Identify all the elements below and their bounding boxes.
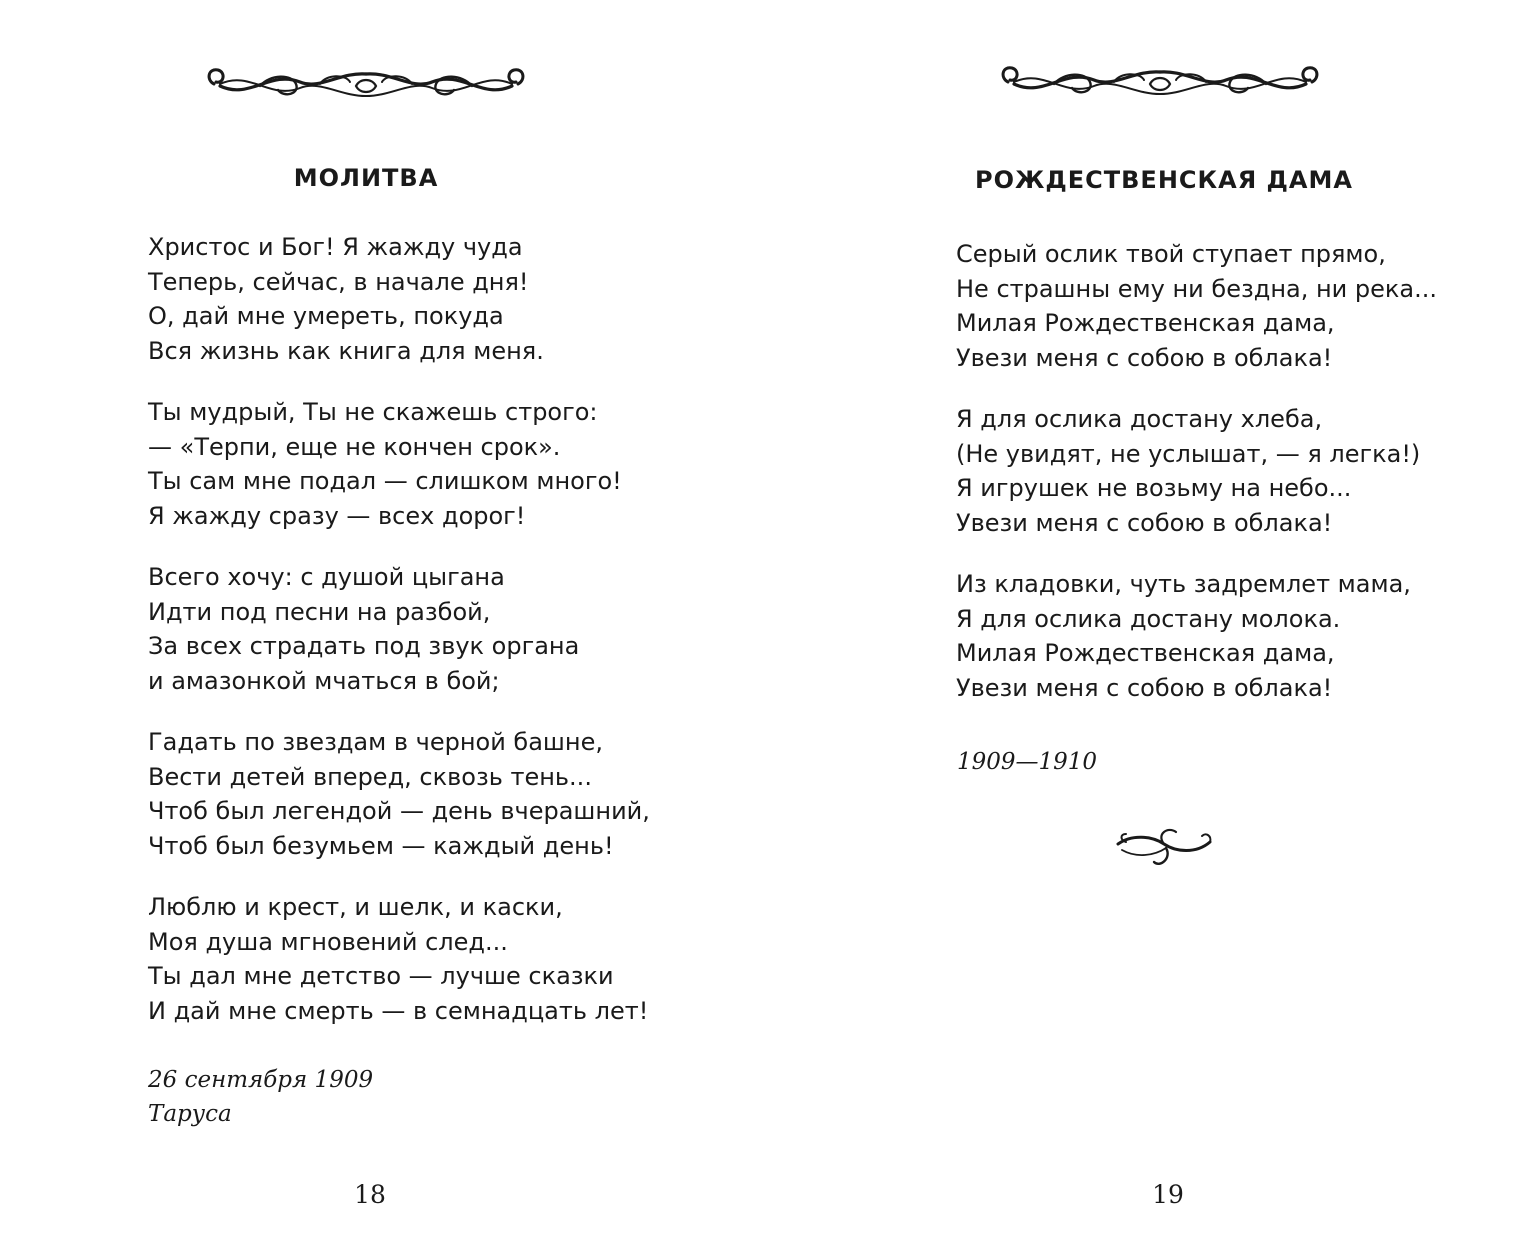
verse-line: Гадать по звездам в черной башне, [148, 728, 603, 756]
stanza [148, 395, 748, 533]
verse-line: Я игрушек не возьму на небо... [956, 474, 1352, 502]
verse-line: Милая Рождественская дама, [956, 639, 1335, 667]
flourish-ornament-icon [200, 60, 532, 110]
stanza [956, 402, 1516, 540]
poem-dateline [148, 1063, 373, 1131]
verse-line: За всех страдать под звук органа [148, 632, 580, 660]
poem-title: МОЛИТВА [293, 164, 439, 192]
poem-dateline [957, 745, 1097, 779]
page-number: 18 [354, 1180, 386, 1209]
poem-body [956, 237, 1516, 732]
verse-line: Ты сам мне подал — слишком много! [148, 467, 622, 495]
verse-line: Милая Рождественская дама, [956, 309, 1335, 337]
page-number: 19 [1152, 1180, 1184, 1209]
stanza [148, 560, 748, 698]
verse-line: Я жажду сразу — всех дорог! [148, 501, 526, 530]
verse-line: Серый ослик твой ступает прямо, [956, 240, 1386, 268]
flourish-ornament-icon [994, 58, 1326, 108]
stanza [148, 890, 748, 1028]
verse-line: Моя душа мгновений след... [148, 927, 508, 956]
stanza [956, 567, 1516, 705]
poem-date: 26 сентября 1909 [148, 1067, 374, 1093]
verse-line: Не страшны ему ни бездна, ни река... [956, 274, 1437, 303]
verse-line: Чтоб был легендой — день вчерашний, [148, 797, 650, 825]
stanza [148, 230, 748, 368]
poem-date: 1909—1910 [957, 749, 1098, 775]
verse-line: Увези меня с собою в облака! [956, 673, 1333, 702]
verse-line: Вся жизнь как книга для меня. [148, 336, 544, 365]
verse-line: Ты дал мне детство — лучше сказки [148, 962, 614, 990]
verse-line: Чтоб был безумьем — каждый день! [148, 831, 614, 860]
verse-line: Люблю и крест, и шелк, и каски, [148, 893, 563, 921]
poem-body [148, 230, 748, 1055]
verse-line: О, дай мне умереть, покуда [148, 302, 504, 330]
verse-line: Идти под песни на разбой, [148, 597, 491, 626]
verse-line: Ты мудрый, Ты не скажешь строго: [148, 398, 598, 426]
end-flourish-icon [1112, 822, 1216, 874]
verse-line: — «Терпи, еще не кончен срок». [148, 432, 561, 461]
stanza [148, 725, 748, 863]
verse-line: (Не увидят, не услышат, — я легка!) [956, 439, 1421, 468]
verse-line: Всего хочу: с душой цыгана [148, 563, 505, 591]
verse-line: и амазонкой мчаться в бой; [148, 666, 500, 695]
verse-line: Увези меня с собою в облака! [956, 508, 1333, 537]
verse-line: И дай мне смерть — в семнадцать лет! [148, 996, 649, 1025]
poem-place: Таруса [148, 1101, 232, 1127]
poem-title: РОЖДЕСТВЕНСКАЯ ДАМА [975, 166, 1353, 194]
stanza [956, 237, 1516, 375]
verse-line: Из кладовки, чуть задремлет мама, [956, 570, 1411, 598]
verse-line: Вести детей вперед, сквозь тень... [148, 762, 592, 791]
verse-line: Увези меня с собою в облака! [956, 343, 1333, 372]
verse-line: Я для ослика достану хлеба, [956, 405, 1323, 433]
verse-line: Теперь, сейчас, в начале дня! [148, 267, 529, 296]
right-page [764, 0, 1527, 1254]
verse-line: Христос и Бог! Я жажду чуда [148, 233, 523, 261]
verse-line: Я для ослика достану молока. [956, 604, 1341, 633]
